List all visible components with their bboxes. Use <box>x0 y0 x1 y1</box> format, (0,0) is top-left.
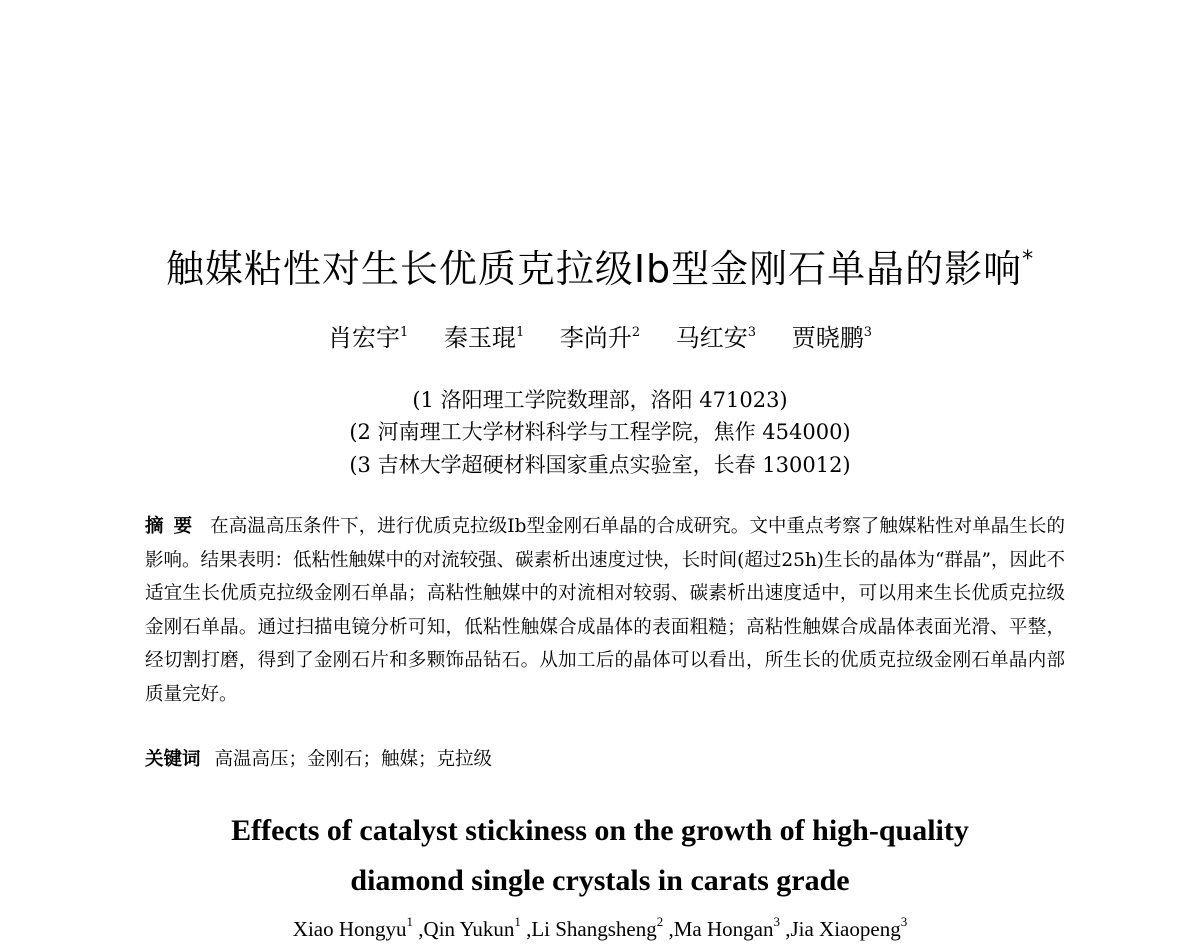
author-name: Li Shangsheng <box>531 917 657 941</box>
english-title-line-2: diamond single crystals in carats grade <box>350 864 850 897</box>
author-name: 马红安 <box>675 324 748 352</box>
author-affil-mark: 3 <box>747 325 757 340</box>
abstract-text: 在高温高压条件下，进行优质克拉级Ib型金刚石单晶的合成研究。文中重点考察了触媒粘性对单晶生长的影响。结果表明：低粘性触媒中的对流较强、碳素析出速度过快，长时间(超过25h)生长的晶体为“群晶”，因此不适宜生长优质克拉级金刚石单晶；高粘性触媒中的对流相对较弱、碳素析出速度适中，可以用来生长优质克拉级金刚石单晶。通过扫描电镜分析可知，低粘性触媒合成晶体的表面粗糙；高粘性触媒合成晶体表面光滑、平整，经切割打磨，得到了金刚石片和多颗饰品钻石。从加工后的晶体可以看出，所生长的优质克拉级金刚石单晶内部质量完好。 <box>145 516 1065 705</box>
author-4 <box>676 324 756 352</box>
en-author-5 <box>790 914 908 941</box>
author-name: 肖宏宇 <box>328 324 401 352</box>
keywords-text: 高温高压；金刚石；触媒；克拉级 <box>214 749 493 770</box>
abstract <box>145 510 1065 711</box>
author-affil-mark: 3 <box>900 914 908 929</box>
author-name: 秦玉琨 <box>443 324 516 352</box>
author-3 <box>560 324 640 352</box>
en-author-3 <box>531 914 664 941</box>
affiliation-3: (3 吉林大学超硬材料国家重点实验室，长春 130012) <box>349 453 851 477</box>
english-title-line-1: Effects of catalyst stickiness on the growth of high-quality <box>231 814 969 847</box>
abstract-label: 摘要 <box>145 516 203 537</box>
author-2 <box>444 324 524 352</box>
chinese-author-list <box>0 318 1200 353</box>
author-name: Xiao Hongyu <box>292 917 407 941</box>
author-affil-mark: 1 <box>400 325 409 340</box>
en-author-1 <box>292 914 414 941</box>
title-footnote-mark: * <box>1022 247 1035 272</box>
author-affil-mark: 2 <box>656 914 664 929</box>
author-5 <box>792 324 872 352</box>
en-author-4 <box>673 914 780 941</box>
affiliation-2: (2 河南理工大学材料科学与工程学院，焦作 454000) <box>349 420 851 444</box>
affiliation-1: (1 洛阳理工学院数理部，洛阳 471023) <box>412 388 788 412</box>
author-name: 贾晓鹏 <box>791 324 864 352</box>
chinese-title-text: 触媒粘性对生长优质克拉级Ib型金刚石单晶的影响 <box>165 247 1023 291</box>
author-1 <box>328 324 408 352</box>
author-affil-mark: 3 <box>863 325 872 340</box>
english-author-list: Xiao Hongyu$^1$ ,Qin Yukun$^1$ ,Li Shangsheng$^2$ ,Ma Hongan$^3$ ,Jia Xiaopeng$^3$ <box>292 914 908 941</box>
en-author-2 <box>423 914 521 941</box>
author-affil-mark: 3 <box>773 914 780 929</box>
author-name: Ma Hongan <box>673 917 774 941</box>
keywords <box>145 745 1065 771</box>
author-name: 李尚升 <box>559 324 632 352</box>
author-affil-mark: 1 <box>406 914 414 929</box>
author-name: Jia Xiaopeng <box>790 917 901 941</box>
chinese-title <box>0 238 1200 293</box>
author-affil-mark: 1 <box>514 914 521 929</box>
author-name: Qin Yukun <box>423 917 515 941</box>
author-affil-mark: 1 <box>515 325 525 340</box>
keywords-label: 关键词 <box>145 749 201 770</box>
author-affil-mark: 2 <box>631 325 641 340</box>
